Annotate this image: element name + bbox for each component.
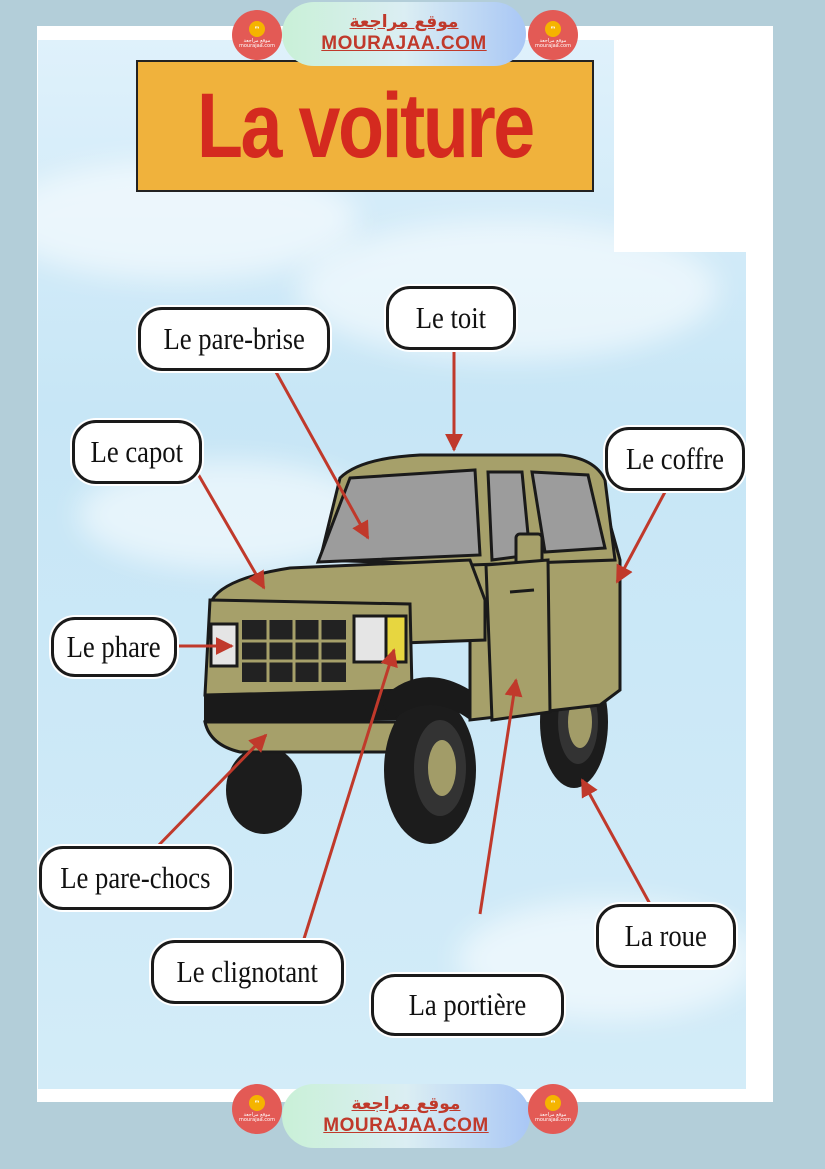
car-illustration	[204, 455, 620, 844]
label-clignotant: Le clignotant	[151, 940, 344, 1004]
label-pare-brise: Le pare-brise	[138, 307, 330, 371]
turn-signal	[386, 616, 406, 662]
site-logo-top-right: ᵐ موقع مراجعة mourajaa.com	[528, 10, 578, 60]
label-portiere: La portière	[371, 974, 564, 1036]
label-coffre: Le coffre	[605, 427, 745, 491]
watermark-top[interactable]: موقع مراجعة MOURAJAA.COM	[282, 2, 526, 66]
label-capot: Le capot	[72, 420, 202, 484]
page-title: La voiture	[197, 75, 533, 177]
headlight-right	[354, 616, 386, 662]
front-left-wheel	[226, 746, 302, 834]
label-pare-chocs: Le pare-chocs	[39, 846, 232, 910]
label-toit: Le toit	[386, 286, 516, 350]
door	[486, 560, 550, 720]
site-logo-top-left: ᵐ موقع مراجعة mourajaa.com	[232, 10, 282, 60]
site-logo-bottom-right: ᵐ موقع مراجعة mourajaa.com	[528, 1084, 578, 1134]
watermark-bottom[interactable]: موقع مراجعة MOURAJAA.COM	[282, 1084, 530, 1148]
label-roue: La roue	[596, 904, 736, 968]
site-logo-bottom-left: ᵐ موقع مراجعة mourajaa.com	[232, 1084, 282, 1134]
label-phare: Le phare	[51, 617, 177, 677]
